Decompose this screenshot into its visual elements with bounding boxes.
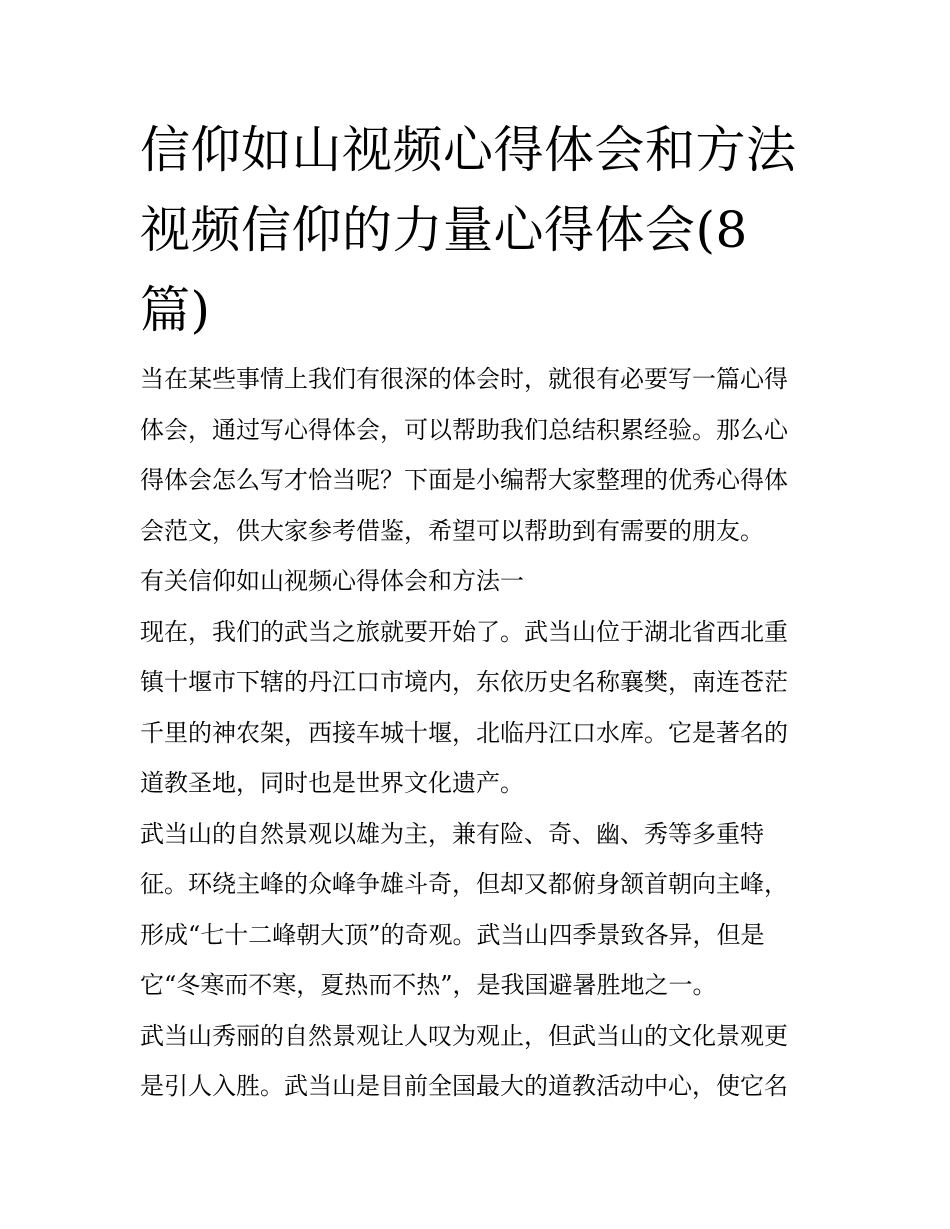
text-line: 形成“七十二峰朝大顶”的奇观。武当山四季景致各异，但是	[140, 920, 765, 949]
text-line: 征。环绕主峰的众峰争雄斗奇，但却又都俯身颔首朝向主峰，	[140, 870, 788, 898]
text-line: 会范文，供大家参考借鉴，希望可以帮助到有需要的朋友。	[140, 516, 764, 545]
body-paragraph	[140, 607, 820, 809]
text-line: 武当山秀丽的自然景观让人叹为观止，但武当山的文化景观更	[140, 1021, 788, 1050]
title-line: 视频信仰的力量心得体会(8	[140, 201, 748, 259]
text-line: 当在某些事情上我们有很深的体会时，就很有必要写一篇心得	[140, 365, 788, 393]
text-line: 现在，我们的武当之旅就要开始了。武当山位于湖北省西北重	[140, 617, 788, 646]
title-line: 信仰如山视频心得体会和方法	[140, 121, 797, 179]
title-line: 篇)	[140, 281, 211, 339]
document-body	[140, 354, 820, 1112]
document-title	[140, 110, 820, 350]
intro-paragraph	[140, 354, 820, 556]
body-paragraph	[140, 809, 820, 1011]
text-line: 体会，通过写心得体会，可以帮助我们总结积累经验。那么心	[140, 415, 788, 444]
section-heading	[140, 556, 820, 607]
text-line: 有关信仰如山视频心得体会和方法一	[140, 567, 524, 595]
text-line: 镇十堰市下辖的丹江口市境内，东依历史名称襄樊，南连苍茫	[140, 668, 788, 696]
text-line: 武当山的自然景观以雄为主，兼有险、奇、幽、秀等多重特	[140, 819, 764, 848]
text-line: 得体会怎么写才恰当呢？下面是小编帮大家整理的优秀心得体	[140, 466, 788, 494]
body-paragraph	[140, 1011, 820, 1112]
text-line: 道教圣地，同时也是世界文化遗产。	[140, 769, 524, 797]
text-line: 它“冬寒而不寒，夏热而不热”，是我国避暑胜地之一。	[140, 971, 717, 999]
text-line: 是引人入胜。武当山是目前全国最大的道教活动中心，使它名	[140, 1072, 788, 1100]
text-line: 千里的神农架，西接车城十堰，北临丹江口水库。它是著名的	[140, 718, 788, 747]
